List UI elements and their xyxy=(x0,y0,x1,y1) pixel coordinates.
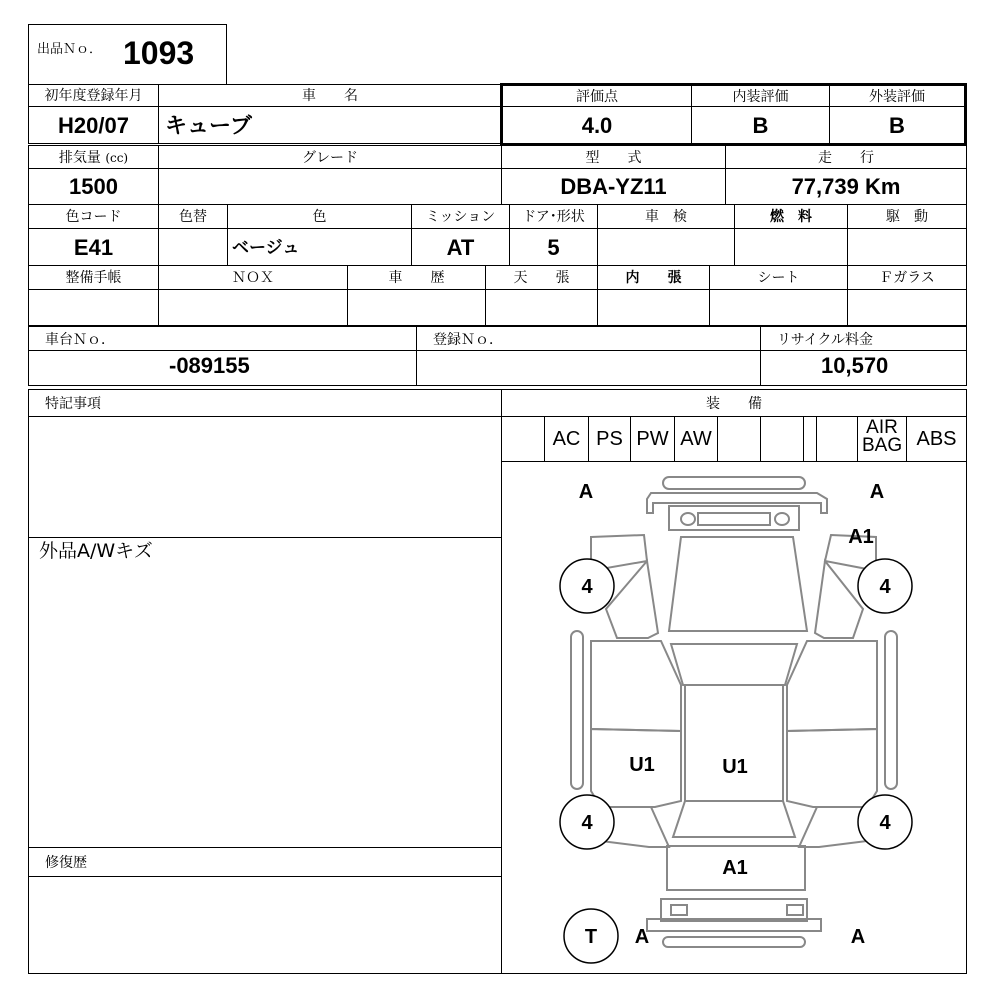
mark-rear-hatch: A1 xyxy=(722,857,748,879)
glass-label: Ｆガラス xyxy=(879,270,935,286)
interior-trim-label: 内 張 xyxy=(625,270,682,286)
mark-front-right-fender: A1 xyxy=(848,526,874,548)
right-front-door xyxy=(787,641,877,731)
drive-label-cell xyxy=(847,204,967,229)
front-grille xyxy=(669,506,799,530)
car-name-label: 車 名 xyxy=(302,88,358,104)
transmission-value: AT xyxy=(446,235,475,260)
interior-label-cell xyxy=(691,85,830,107)
right-rear-door xyxy=(787,729,877,807)
chassis-label-cell xyxy=(28,326,417,351)
fuel-value-cell xyxy=(734,228,848,266)
exterior-label-cell xyxy=(829,85,965,107)
equip-cell-8 xyxy=(816,416,858,462)
repair-label: 修復歴 xyxy=(45,855,87,871)
rear-lamp-right xyxy=(787,905,803,915)
mark-tire-rr: 4 xyxy=(879,812,891,834)
repaint-label: 色替 xyxy=(179,209,207,225)
grade-label-cell xyxy=(158,145,502,169)
fuel-label-cell xyxy=(734,204,848,229)
model-label-cell xyxy=(501,145,726,169)
rear-window xyxy=(673,801,795,837)
repair-label-cell xyxy=(28,847,502,877)
equip-cell-0 xyxy=(501,416,545,462)
score-value-cell xyxy=(502,106,692,144)
mileage-value: 77,739 Km xyxy=(791,174,901,199)
drive-label: 駆 動 xyxy=(886,209,928,225)
roof-label-cell xyxy=(485,265,598,290)
model-label: 型 式 xyxy=(585,150,642,166)
interior-trim-value-cell xyxy=(597,289,710,326)
mark-rear-right-corner: A xyxy=(850,926,866,948)
repaint-value-cell xyxy=(158,228,228,266)
left-side-sill xyxy=(571,631,583,789)
model-value: DBA-YZ11 xyxy=(560,174,667,199)
exterior-value-cell xyxy=(829,106,965,144)
car-name-value-cell xyxy=(158,106,502,144)
score-label: 評価点 xyxy=(576,89,618,105)
chassis-value-cell xyxy=(28,350,417,386)
nox-label-cell xyxy=(158,265,348,290)
repaint-label-cell xyxy=(158,204,228,229)
equip-cell-9 xyxy=(857,416,907,462)
inspection-label-cell xyxy=(597,204,735,229)
equip-label-1: AC xyxy=(552,428,581,450)
color-value-cell xyxy=(227,228,412,266)
special-label-cell xyxy=(28,389,502,417)
color-label-cell xyxy=(227,204,412,229)
mark-left-door: U1 xyxy=(629,754,655,776)
fuel-label: 燃 料 xyxy=(770,209,812,225)
special-label: 特記事項 xyxy=(45,396,101,412)
first-reg-label-cell xyxy=(28,84,159,107)
mark-front-left-corner: A xyxy=(578,481,594,503)
special-notes-area xyxy=(28,416,502,538)
interior-label: 内装評価 xyxy=(732,89,789,105)
equip-cell-5 xyxy=(717,416,761,462)
displacement-value-cell xyxy=(28,168,159,205)
mark-tire-fl: 4 xyxy=(581,576,593,598)
glass-label-cell xyxy=(847,265,967,290)
special-notes-lower xyxy=(28,537,502,848)
car-name-value: キューブ xyxy=(165,113,252,138)
displacement-label-cell xyxy=(28,145,159,169)
maint-value-cell xyxy=(28,289,159,326)
recycle-value: 10,570 xyxy=(821,353,889,378)
rear-bumper-bottom xyxy=(663,937,805,947)
equip-cell-2 xyxy=(588,416,631,462)
door-label-cell xyxy=(509,204,598,229)
lot-number-label: 出品Ｎｏ． xyxy=(37,42,103,57)
recycle-label-cell xyxy=(760,326,967,351)
right-side-sill xyxy=(885,631,897,789)
color-code-value-cell xyxy=(28,228,159,266)
maint-label: 整備手帳 xyxy=(65,270,122,286)
seat-label-cell xyxy=(709,265,848,290)
interior-value: B xyxy=(752,113,769,138)
displacement-unit: (cc) xyxy=(105,151,129,165)
door-value-cell xyxy=(509,228,598,266)
roof-label: 天 張 xyxy=(513,270,570,286)
equip-label-3: PW xyxy=(636,428,669,450)
interior-value-cell xyxy=(691,106,830,144)
grade-value-cell xyxy=(158,168,502,205)
exterior-label: 外装評価 xyxy=(869,89,925,105)
equip-cell-10 xyxy=(906,416,967,462)
car-diagram-area xyxy=(501,461,967,974)
color-code-label-cell xyxy=(28,204,159,229)
transmission-label-cell xyxy=(411,204,510,229)
nox-label: ＮＯＸ xyxy=(232,270,274,286)
mileage-label: 走 行 xyxy=(818,150,874,166)
seat-label: シート xyxy=(757,270,800,286)
equipment-label: 装 備 xyxy=(706,396,762,412)
equip-cell-3 xyxy=(630,416,675,462)
mark-roof: U1 xyxy=(722,756,748,778)
glass-value-cell xyxy=(847,289,967,326)
reg-value-cell xyxy=(416,350,761,386)
rear-bumper xyxy=(661,899,807,921)
transmission-value-cell xyxy=(411,228,510,266)
drive-value-cell xyxy=(847,228,967,266)
door-label: ドア･形状 xyxy=(522,209,585,225)
lot-number-value: 1093 xyxy=(123,35,195,71)
equip-cell-4 xyxy=(674,416,718,462)
history-label-cell xyxy=(347,265,486,290)
mark-rear-left-corner: A xyxy=(634,926,650,948)
roof-value-cell xyxy=(485,289,598,326)
score-label-cell xyxy=(502,85,692,107)
mileage-label-cell xyxy=(725,145,967,169)
displacement-label: 排気量 (cc) xyxy=(58,150,129,166)
roof xyxy=(685,685,783,801)
damage-marks xyxy=(579,481,892,948)
equip-cell-6 xyxy=(760,416,804,462)
door-value: 5 xyxy=(547,235,560,260)
special-note-text: 外品A/Wキズ xyxy=(39,540,153,562)
equip-label-10: ABS xyxy=(916,428,957,450)
color-label: 色 xyxy=(312,209,327,225)
left-front-wheelarch xyxy=(606,561,658,638)
first-reg-label: 初年度登録年月 xyxy=(44,88,143,104)
right-front-wheelarch xyxy=(815,561,863,638)
front-lamp-left xyxy=(681,513,695,525)
equip-label-2: PS xyxy=(596,428,623,450)
first-reg-value-cell xyxy=(28,106,159,144)
history-value-cell xyxy=(347,289,486,326)
front-lamp-right xyxy=(775,513,789,525)
windshield xyxy=(671,644,797,685)
equip-label-9: AIR BAG xyxy=(862,417,903,457)
lot-number-box xyxy=(28,24,227,85)
history-label: 車 歴 xyxy=(388,270,445,286)
seat-value-cell xyxy=(709,289,848,326)
mark-tire-fr: 4 xyxy=(879,576,891,598)
equip-cell-7 xyxy=(803,416,817,462)
equipment-label-cell xyxy=(501,389,967,417)
rear-lamp-left xyxy=(671,905,687,915)
recycle-label: リサイクル料金 xyxy=(777,332,874,348)
equip-label-4: AW xyxy=(680,428,712,450)
color-code-label: 色コード xyxy=(65,209,122,225)
model-value-cell xyxy=(501,168,726,205)
grade-label: グレード xyxy=(302,150,358,166)
displacement-value: 1500 xyxy=(69,174,118,199)
mileage-value-cell xyxy=(725,168,967,205)
nox-value-cell xyxy=(158,289,348,326)
hood xyxy=(669,537,807,631)
color-code-value: E41 xyxy=(73,235,114,260)
equip-cell-1 xyxy=(544,416,589,462)
recycle-value-cell xyxy=(760,350,967,386)
maint-label-cell xyxy=(28,265,159,290)
front-bumper-top xyxy=(663,477,805,489)
mark-front-right-corner: A xyxy=(869,481,885,503)
right-rear-quarter xyxy=(799,807,867,847)
exterior-value: B xyxy=(889,113,905,138)
car-name-label-cell xyxy=(158,84,502,107)
interior-trim-label-cell xyxy=(597,265,710,290)
repair-area xyxy=(28,876,502,974)
car-diagram xyxy=(502,462,966,973)
mark-spare-tire: T xyxy=(584,926,598,948)
front-plate xyxy=(698,513,770,525)
first-reg-value: H20/07 xyxy=(58,113,129,138)
reg-label: 登録Ｎｏ． xyxy=(433,332,503,348)
mark-tire-rl: 4 xyxy=(581,812,593,834)
inspection-value-cell xyxy=(597,228,735,266)
transmission-label: ミッション xyxy=(425,209,496,225)
color-value: ベージュ xyxy=(232,238,300,257)
chassis-value: -089155 xyxy=(169,353,250,378)
left-front-door xyxy=(591,641,681,731)
reg-label-cell xyxy=(416,326,761,351)
inspection-label: 車 検 xyxy=(645,209,687,225)
score-value: 4.0 xyxy=(581,113,613,138)
chassis-label: 車台Ｎｏ． xyxy=(45,332,115,348)
